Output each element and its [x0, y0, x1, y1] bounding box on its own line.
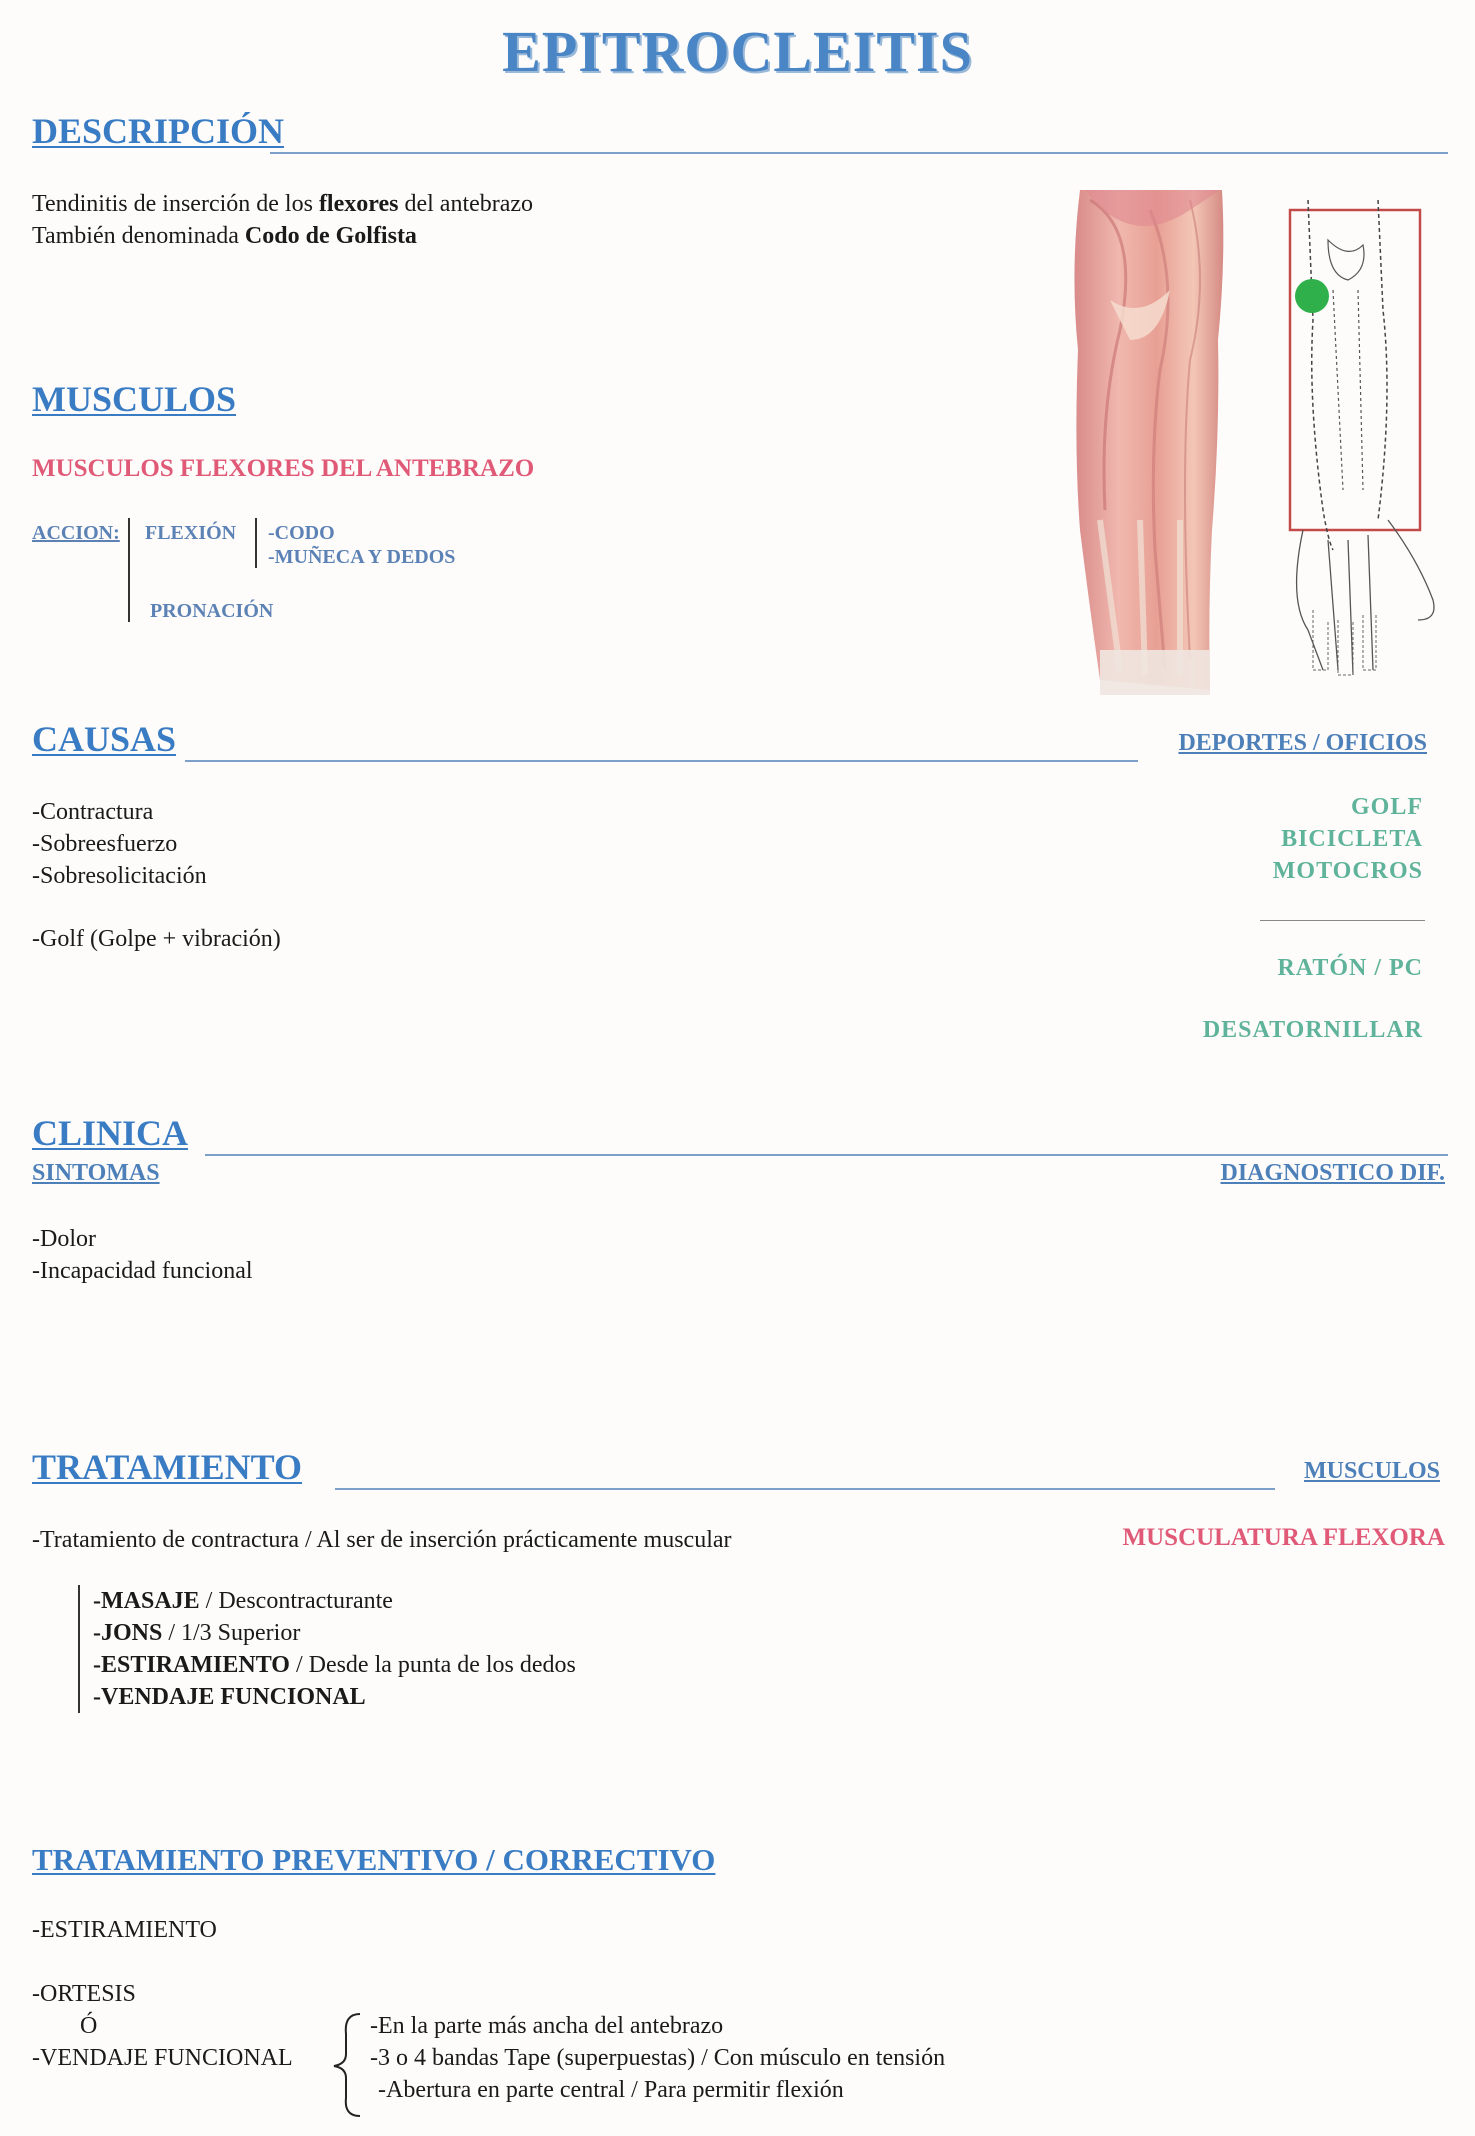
section-rule [205, 1154, 1448, 1156]
sintomas-subheading: SINTOMAS [32, 1160, 160, 1186]
preventivo-ortesis: -ORTESIS [32, 1981, 136, 2007]
step-text: / Descontracturante [199, 1588, 393, 1614]
pain-point-marker [1295, 279, 1329, 313]
highlight-box [1290, 210, 1420, 530]
tratamiento-step [93, 1649, 576, 1681]
step-bold: -JONS [93, 1620, 163, 1646]
sintoma-item: -Dolor [32, 1226, 96, 1252]
causa-item: -Contractura [32, 799, 154, 825]
preventivo-vendaje: -VENDAJE FUNCIONAL [32, 2045, 293, 2071]
descripcion-line-1 [32, 188, 533, 220]
sport-item: MOTOCROS [1272, 858, 1423, 884]
flexion-label: FLEXIÓN [145, 522, 237, 544]
section-rule [335, 1488, 1275, 1490]
sintoma-item: -Incapacidad funcional [32, 1258, 253, 1284]
section-heading-descripcion: DESCRIPCIÓN [32, 111, 285, 151]
vendaje-detail: -En la parte más ancha del antebrazo [370, 2013, 724, 2039]
musculos-group-label: MUSCULOS FLEXORES DEL ANTEBRAZO [32, 455, 535, 482]
bracket-line [128, 518, 130, 622]
section-heading-clinica: CLINICA [32, 1113, 189, 1153]
curly-brace-icon [330, 2010, 366, 2120]
section-heading-musculos: MUSCULOS [32, 379, 237, 419]
musculatura-flexora: MUSCULATURA FLEXORA [1122, 1524, 1445, 1551]
descripcion-line-2 [32, 220, 417, 252]
muneca-label: -MUÑECA Y DEDOS [268, 546, 456, 568]
section-heading-tratamiento: TRATAMIENTO [32, 1447, 303, 1487]
preventivo-o: Ó [80, 2013, 98, 2039]
codo-label: -CODO [268, 522, 335, 544]
step-bold: -VENDAJE FUNCIONAL [93, 1684, 366, 1710]
step-text: / Desde la punta de los dedos [289, 1652, 576, 1678]
causa-item-golf: -Golf (Golpe + vibración) [32, 926, 281, 952]
causa-item: -Sobresolicitación [32, 863, 207, 889]
causa-item: -Sobreesfuerzo [32, 831, 178, 857]
page-title: EPITROCLEITIS [502, 19, 973, 84]
text-segment: del antebrazo [398, 191, 534, 217]
sport-item: GOLF [1350, 794, 1423, 820]
accion-label: ACCION: [32, 522, 120, 544]
arm-outline-illustration [1268, 200, 1448, 690]
step-bold: -MASAJE [93, 1588, 200, 1614]
section-heading-preventivo: TRATAMIENTO PREVENTIVO / CORRECTIVO [32, 1842, 716, 1877]
text-bold-segment: flexores [318, 191, 399, 217]
tratamiento-step [93, 1617, 300, 1649]
tratamiento-step [93, 1681, 366, 1713]
text-bold-segment: Codo de Golfista [244, 223, 417, 249]
section-heading-causas: CAUSAS [32, 719, 177, 759]
section-rule [185, 760, 1138, 762]
section-rule [270, 152, 1448, 154]
pronacion-label: PRONACIÓN [150, 600, 274, 622]
separator [1260, 920, 1425, 921]
tratamiento-step [93, 1585, 393, 1617]
job-item: RATÓN / PC [1277, 955, 1423, 981]
forearm-muscles-illustration [1060, 190, 1230, 710]
step-bold: -ESTIRAMIENTO [93, 1652, 290, 1678]
preventivo-estiramiento: -ESTIRAMIENTO [32, 1917, 217, 1943]
bracket-line [78, 1585, 80, 1713]
text-segment: Tendinitis de inserción de los [32, 191, 319, 217]
job-item: DESATORNILLAR [1202, 1017, 1423, 1043]
diagnostico-subheading: DIAGNOSTICO DIF. [1220, 1160, 1445, 1186]
tratamiento-intro: -Tratamiento de contractura / Al ser de inserción prácticamente muscular [32, 1527, 732, 1553]
vendaje-detail: -Abertura en parte central / Para permitir flexión [378, 2077, 844, 2103]
deportes-oficios-heading: DEPORTES / OFICIOS [1178, 730, 1427, 756]
tratamiento-musculos-heading: MUSCULOS [1303, 1458, 1440, 1484]
text-segment: También denominada [32, 223, 245, 249]
bracket-line [255, 518, 257, 568]
vendaje-detail: -3 o 4 bandas Tape (superpuestas) / Con músculo en tensión [370, 2045, 946, 2071]
step-text: / 1/3 Superior [162, 1620, 301, 1646]
sport-item: BICICLETA [1281, 826, 1423, 852]
